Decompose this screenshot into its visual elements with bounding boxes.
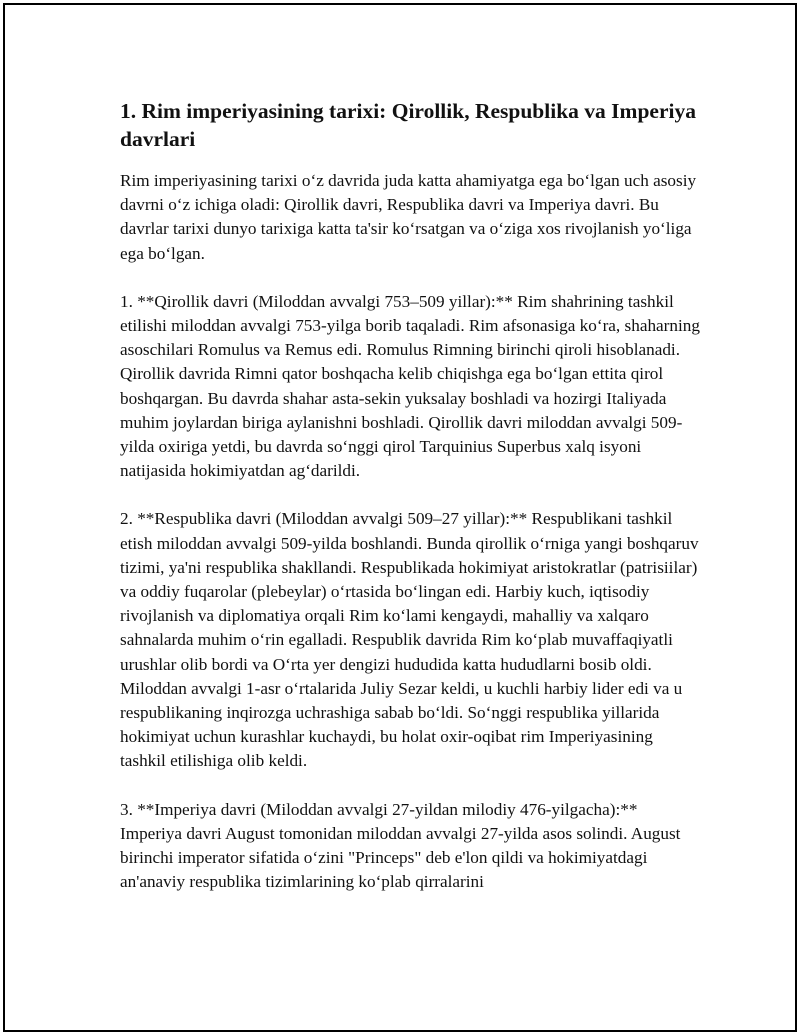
paragraph-intro: Rim imperiyasining tarixi o‘z davrida juda katta ahamiyatga ega bo‘lgan uch asosiy davrni o‘z ichiga oladi: Qirollik davri, Respublika davri va Imperiya davri. Bu davrlar tarixi dunyo tarixiga katta ta'sir ko‘rsatgan va o‘ziga xos rivojlanish yo‘liga ega bo‘lgan. [120,171,697,263]
document-title: 1. Rim imperiyasining tarixi: Qirollik, Respublika va Imperiya davrlari [120,99,696,151]
page-frame [3,3,797,1032]
paragraph-republic-period: 2. **Respublika davri (Miloddan avvalgi 509–27 yillar):** Respublikani tashkil etish miloddan avvalgi 509-yilda boshlandi. Bunda qirollik o‘rniga yangi boshqaruv tizimi, ya'ni respublika shakllandi. Respublikada hokimiyat aristokratlar (patrisiilar) va oddiy fuqarolar (plebeylar) o‘rtasida bo‘lingan edi. Harbiy kuch, iqtisodiy rivojlanish va diplomatiya orqali Rim ko‘lami kengaydi, mahalliy va xalqaro sahnalarda muhim o‘rin egalladi. Respublik davrida Rim ko‘plab muvaffaqiyatli urushlar olib bordi va O‘rta yer dengizi hududida katta hududlarni bosib oldi. Miloddan avvalgi 1-asr o‘rtalarida Juliy Sezar keldi, u kuchli harbiy lider edi va u respublikaning inqirozga uchrashiga sabab bo‘ldi. So‘nggi respublika yillarida hokimiyat uchun kurashlar kuchaydi, bu holat oxir-oqibat rim Imperiyasining tashkil etilishiga olib keldi. [120,509,699,771]
document-body [120,97,700,918]
paragraph-kingdom-period: 1. **Qirollik davri (Miloddan avvalgi 753–509 yillar):** Rim shahrining tashkil etilishi miloddan avvalgi 753-yilga borib taqaladi. Rim afsonasiga ko‘ra, shaharning asoschilari Romulus va Remus edi. Romulus Rimning birinchi qiroli hisoblanadi. Qirollik davrida Rimni qator boshqacha kelib chiqishga ega bo‘lgan ettita qirol boshqargan. Bu davrda shahar asta-sekin yuksalay boshladi va hozirgi Italiyada muhim joylardan biriga aylanishni boshladi. Qirollik davri miloddan avvalgi 509-yilda oxiriga yetdi, bu davrda so‘nggi qirol Tarquinius Superbus xalq isyoni natijasida hokimiyatdan ag‘darildi. [120,291,700,481]
paragraph-empire-period: 3. **Imperiya davri (Miloddan avvalgi 27-yildan milodiy 476-yilgacha):** Imperiya davri August tomonidan miloddan avvalgi 27-yilda asos solindi. August birinchi imperator sifatida o‘zini "Princeps" deb e'lon qildi va hokimiyatdagi an'anaviy respublika tizimlarining ko‘plab qirralarini [120,799,681,892]
